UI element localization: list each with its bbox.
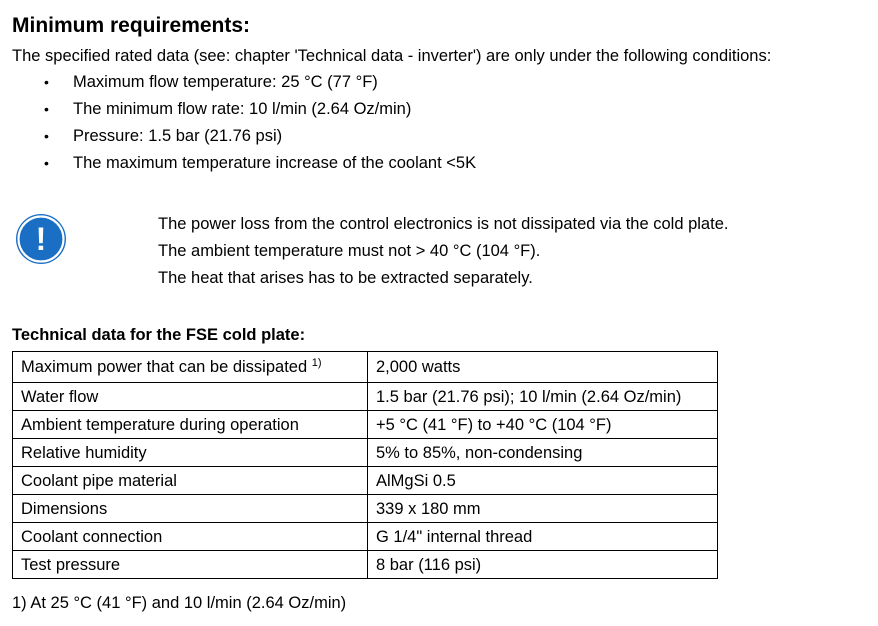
requirement-text: Pressure: 1.5 bar (21.76 psi) [73, 127, 283, 145]
table-row [13, 523, 718, 551]
bullet-icon: • [44, 155, 49, 171]
bullet-icon: • [44, 74, 49, 90]
footnote-ref: 1) [311, 357, 322, 369]
note-line: The power loss from the control electronics is not dissipated via the cold plate. [158, 215, 729, 233]
row-value: 1.5 bar (21.76 psi); 10 l/min (2.64 Oz/min) [368, 383, 718, 411]
list-item [44, 152, 476, 179]
row-value: 339 x 180 mm [368, 495, 718, 523]
requirement-text: The maximum temperature increase of the coolant <5K [73, 154, 477, 172]
row-value: 5% to 85%, non-condensing [368, 439, 718, 467]
table-row [13, 467, 718, 495]
specs-table [12, 351, 718, 579]
exclamation-mark: ! [35, 221, 47, 257]
bullet-icon: • [44, 128, 49, 144]
requirement-text: Maximum flow temperature: 25 °C (77 °F) [73, 73, 378, 91]
note-line: The heat that arises has to be extracted separately. [158, 269, 533, 287]
row-value: G 1/4" internal thread [368, 523, 718, 551]
row-label: Dimensions [13, 495, 368, 523]
table-row [13, 551, 718, 579]
row-label: Test pressure [13, 551, 368, 579]
row-label: Relative humidity [13, 439, 368, 467]
row-label: Maximum power that can be dissipated $^{1)}$ [13, 352, 368, 383]
table-row [13, 495, 718, 523]
table-row [13, 352, 718, 383]
note-text [158, 211, 728, 292]
requirements-list [44, 71, 476, 179]
row-label: Coolant connection [13, 523, 368, 551]
list-item [44, 125, 476, 152]
row-value: 8 bar (116 psi) [368, 551, 718, 579]
table-row [13, 383, 718, 411]
row-value: AlMgSi 0.5 [368, 467, 718, 495]
row-label: Ambient temperature during operation [13, 411, 368, 439]
note-line: The ambient temperature must not > 40 °C (104 °F). [158, 242, 541, 260]
row-label: Coolant pipe material [13, 467, 368, 495]
section-heading: Minimum requirements: [12, 14, 251, 37]
table-row [13, 439, 718, 467]
intro-text: The specified rated data (see: chapter 'Technical data - inverter') are only under the following conditions: [12, 47, 772, 65]
row-value: 2,000 watts [368, 352, 718, 383]
table-title: Technical data for the FSE cold plate: [12, 326, 306, 344]
table-row [13, 411, 718, 439]
exclamation-circle-icon [14, 212, 68, 266]
list-item [44, 71, 476, 98]
footnote-text: 1) At 25 °C (41 °F) and 10 l/min (2.64 Oz/min) [12, 594, 347, 612]
requirement-text: The minimum flow rate: 10 l/min (2.64 Oz/min) [73, 100, 412, 118]
list-item [44, 98, 476, 125]
bullet-icon: • [44, 101, 49, 117]
row-label: Water flow [13, 383, 368, 411]
row-value: +5 °C (41 °F) to +40 °C (104 °F) [368, 411, 718, 439]
